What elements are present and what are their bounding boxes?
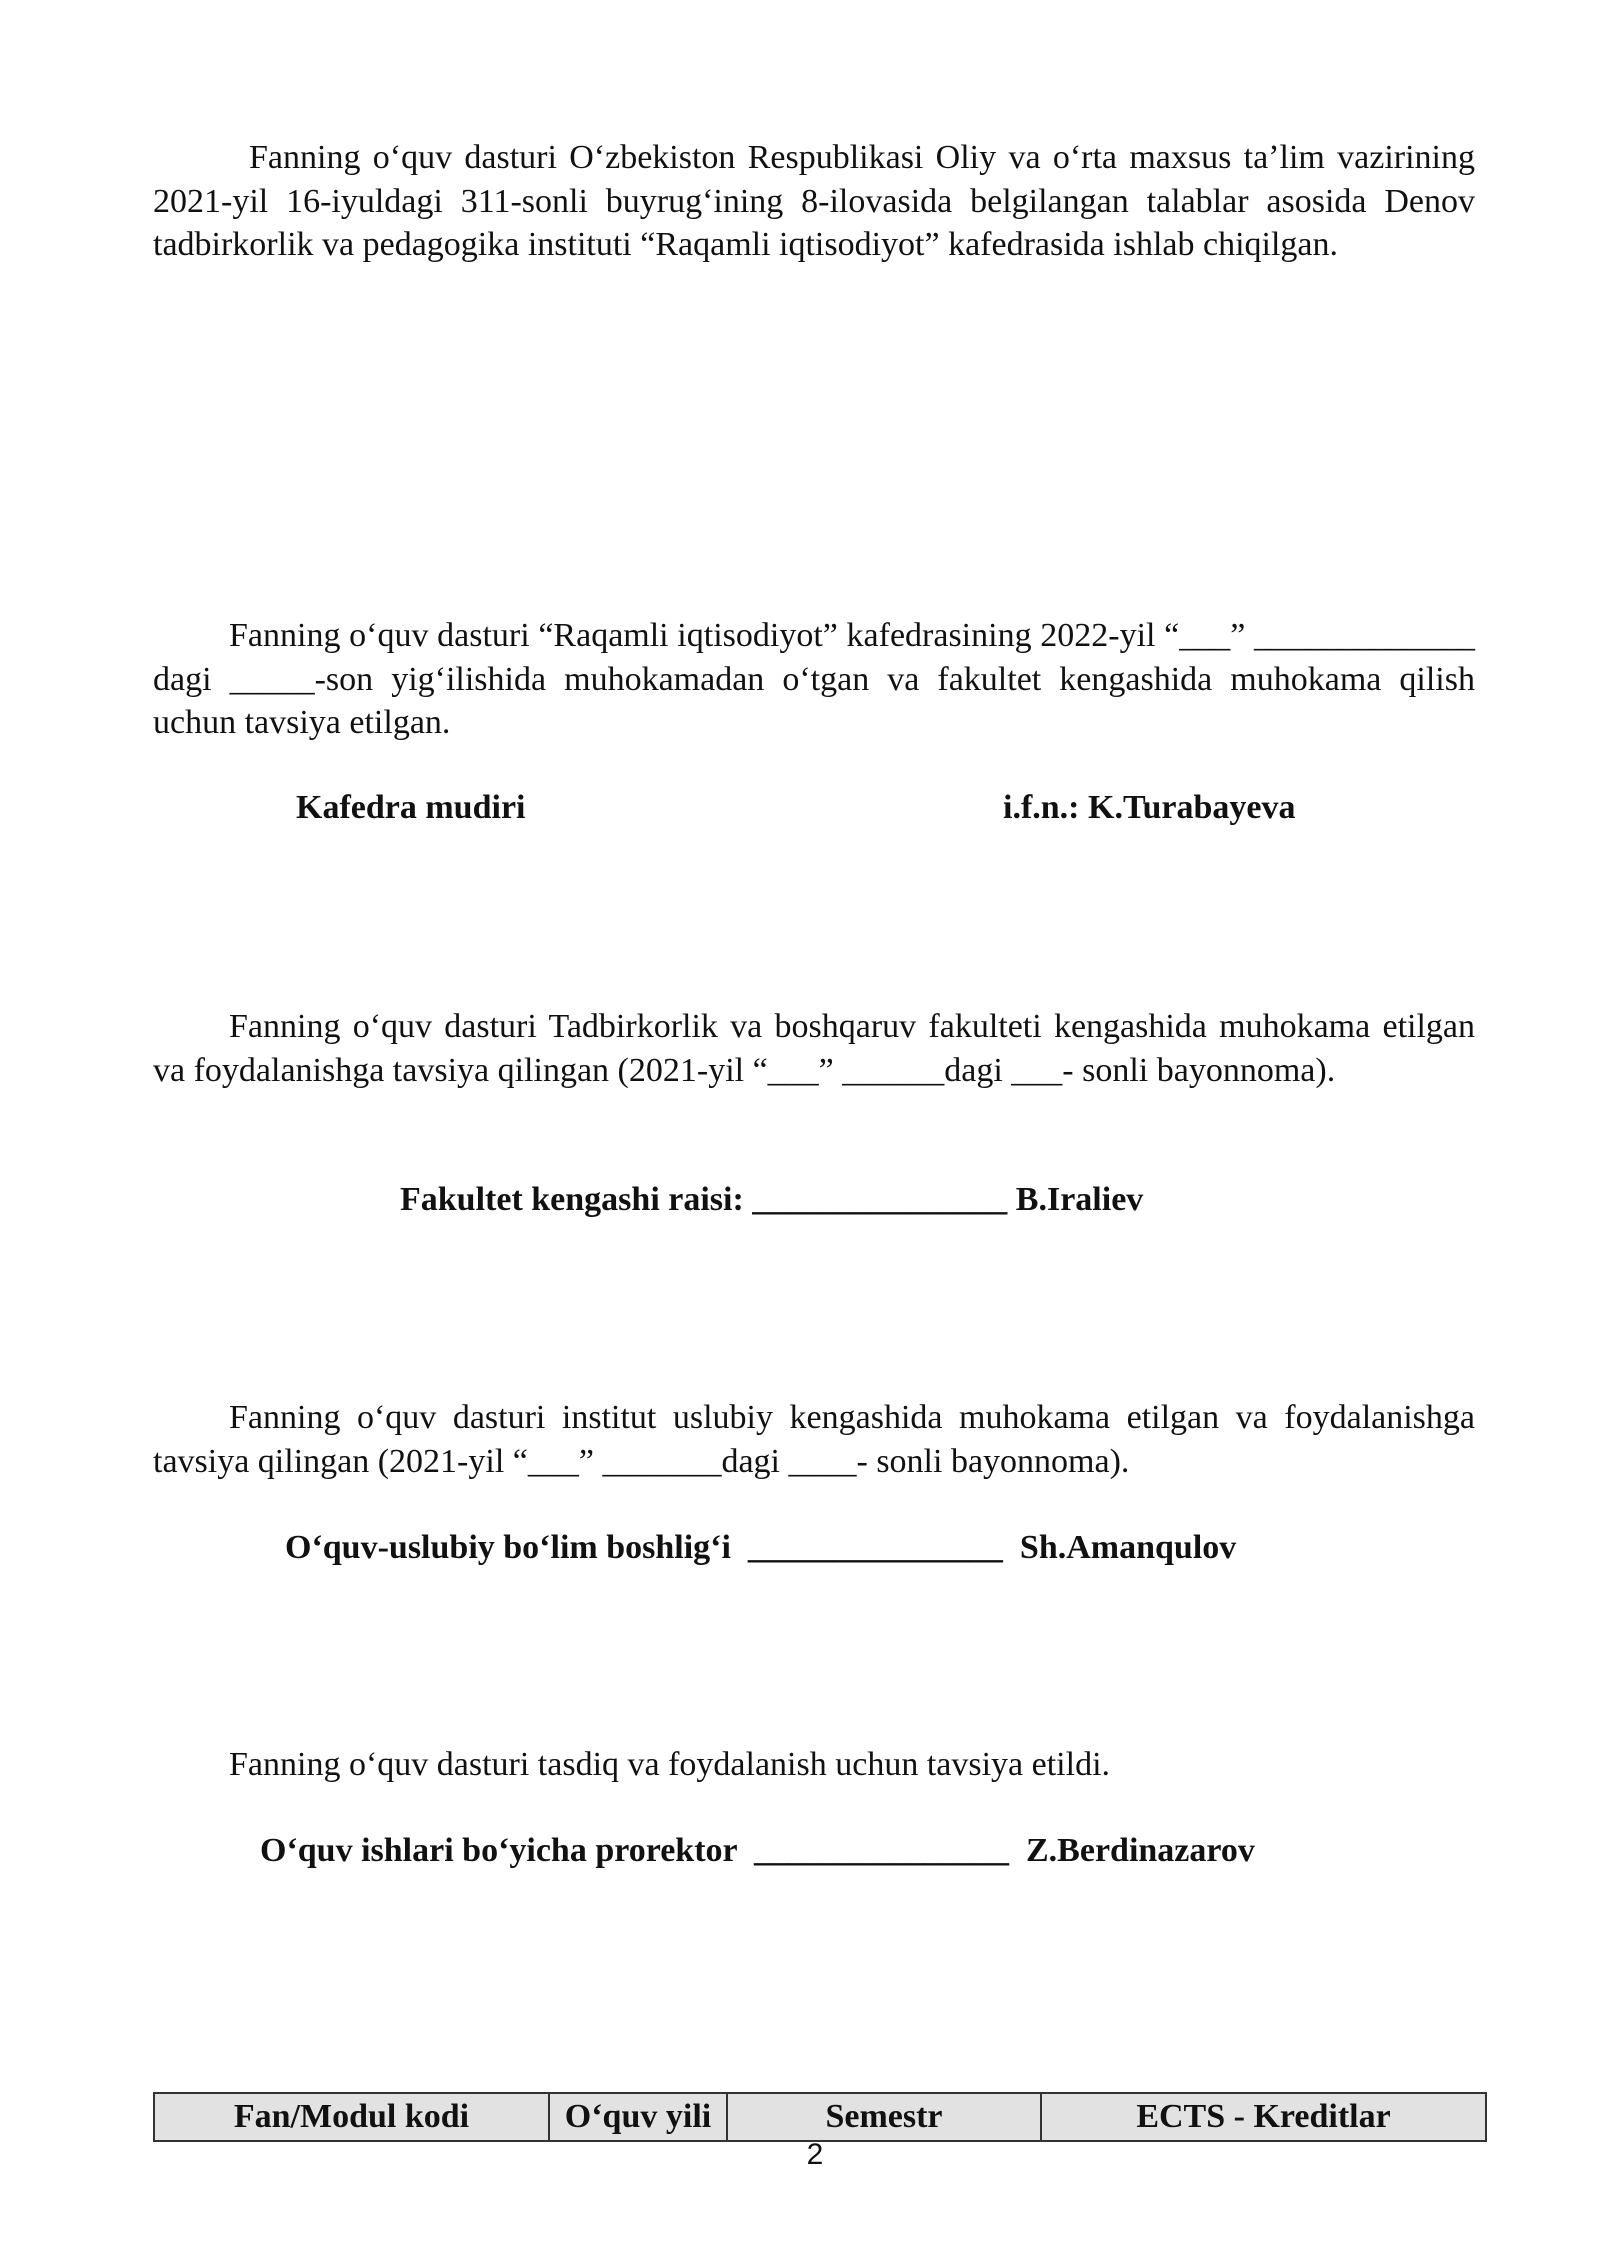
page-number: 2	[806, 2138, 824, 2171]
header-cell-semester: Semestr	[727, 2093, 1041, 2141]
intro-paragraph: Fanning oʻquv dasturi Oʻzbekiston Respublikasi Oliy va oʻrta maxsus taʼlim vazirining 2021-yil 16-iyuldagi 311-sonli buyrugʻining 8-ilovasida belgilangan talablar asosida Denov tadbirkorlik va pedagogika instituti “Raqamli iqtisodiyot” kafedrasida ishlab chiqilgan.	[153, 139, 1475, 263]
uslubiy-signature-line: Oʻquv-uslubiy boʻlim boshligʻi _______________ Sh.Amanqulov	[285, 1529, 1237, 1566]
header-cell-study-year: Oʻquv yili	[549, 2093, 727, 2141]
kafedra-head-name: i.f.n.: K.Turabayeva	[1003, 789, 1296, 826]
prorektor-approval-paragraph: Fanning oʻquv dasturi tasdiq va foydalanish uchun tavsiya etildi.	[229, 1746, 1111, 1783]
uslubiy-approval-paragraph: Fanning oʻquv dasturi institut uslubiy kengashida muhokama etilgan va foydalanishga tavsiya qilingan (2021-yil “___” _______dagi ____- sonli bayonnoma).	[153, 1399, 1475, 1480]
header-cell-ects-credits: ECTS - Kreditlar	[1041, 2093, 1486, 2141]
fakultet-signature-line: Fakultet kengashi raisi: _______________ B.Iraliev	[400, 1181, 1144, 1218]
prorektor-signature-line: Oʻquv ishlari boʻyicha prorektor _______________ Z.Berdinazarov	[260, 1832, 1255, 1869]
header-cell-module-code: Fan/Modul kodi	[154, 2093, 549, 2141]
table-header-row	[154, 2093, 1486, 2141]
course-info-table	[153, 2092, 1487, 2142]
fakultet-approval-paragraph: Fanning oʻquv dasturi Tadbirkorlik va boshqaruv fakulteti kengashida muhokama etilgan va foydalanishga tavsiya qilingan (2021-yil “___” ______dagi ___- sonli bayonnoma).	[153, 1008, 1475, 1089]
kafedra-head-title: Kafedra mudiri	[296, 789, 526, 826]
kafedra-approval-paragraph: Fanning oʻquv dasturi “Raqamli iqtisodiyot” kafedrasining 2022-yil “___” _____________ dagi _____-son yigʻilishida muhokamadan oʻtgan va fakultet kengashida muhokama qilish uchun tavsiya etilgan.	[153, 617, 1475, 741]
